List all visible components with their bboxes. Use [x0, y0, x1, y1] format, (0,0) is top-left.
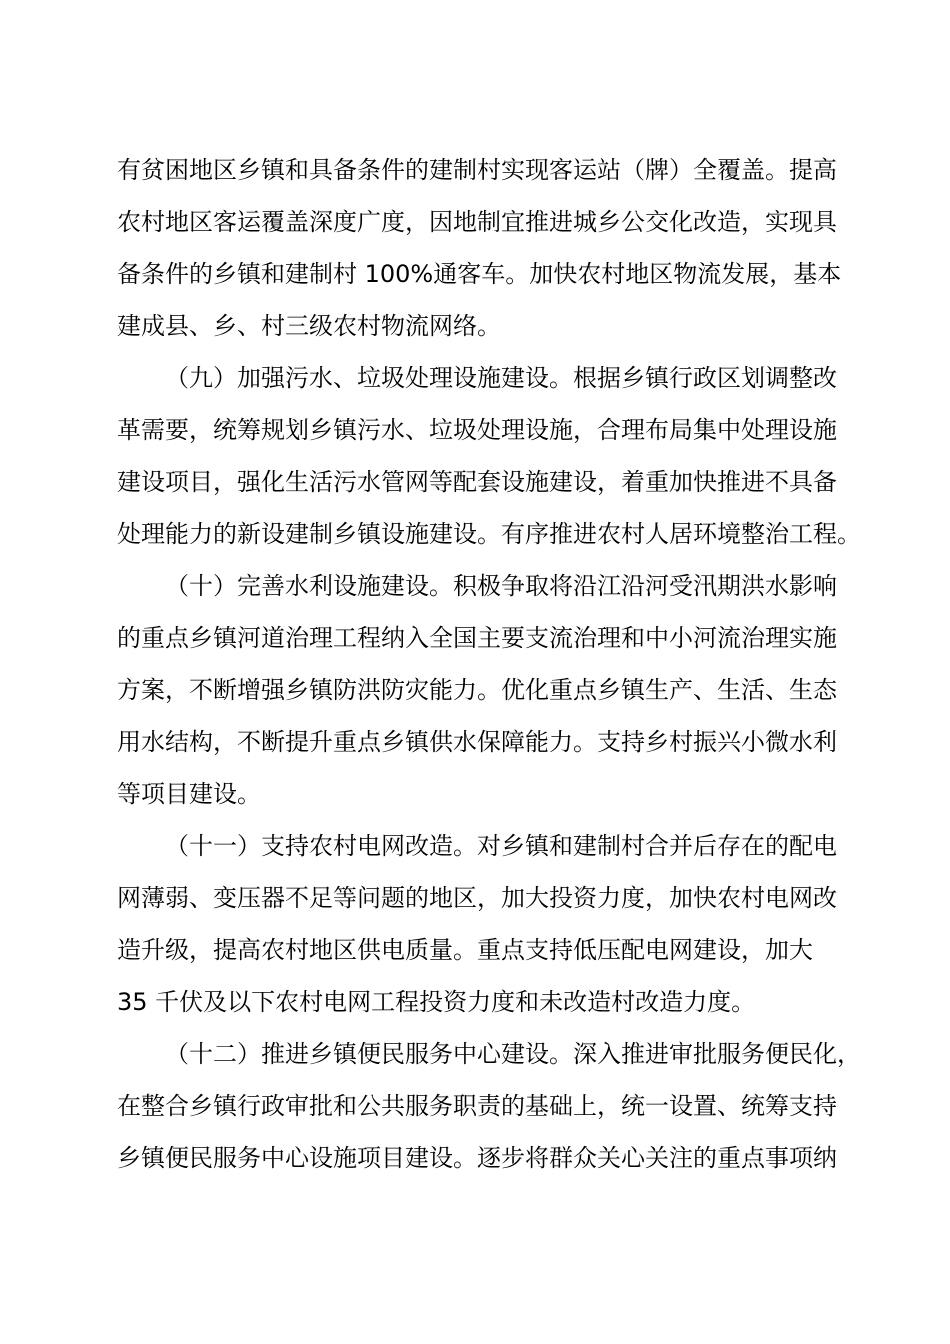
text-line: 建设项目，强化生活污水管网等配套设施建设，着重加快推进不具备 — [117, 468, 837, 496]
text-line: 的重点乡镇河道治理工程纳入全国主要支流治理和中小河流治理实施 — [117, 624, 837, 652]
text-line: （十一）支持农村电网改造。对乡镇和建制村合并后存在的配电 — [165, 832, 837, 860]
text-line: 农村地区客运覆盖深度广度，因地制宜推进城乡公交化改造，实现具 — [117, 208, 837, 236]
text-line: 造升级，提高农村地区供电质量。重点支持低压配电网建设，加大 — [117, 936, 813, 964]
text-line: 用水结构，不断提升重点乡镇供水保障能力。支持乡村振兴小微水利 — [117, 728, 837, 756]
text-line: （九）加强污水、垃圾处理设施建设。根据乡镇行政区划调整改 — [165, 364, 837, 392]
text-line: 网薄弱、变压器不足等问题的地区，加大投资力度，加快农村电网改 — [117, 884, 837, 912]
text-line: 处理能力的新设建制乡镇设施建设。有序推进农村人居环境整治工程。 — [117, 520, 861, 548]
text-line: 建成县、乡、村三级农村物流网络。 — [117, 312, 501, 340]
paragraph-rural-transport — [117, 148, 842, 356]
paragraph-service-center — [117, 1032, 861, 1188]
paragraph-water-conservancy — [117, 564, 837, 824]
text-line: 有贫困地区乡镇和具备条件的建制村实现客运站（牌）全覆盖。提高 — [117, 156, 837, 184]
paragraph-power-grid — [117, 824, 837, 1032]
text-line: 35 千伏及以下农村电网工程投资力度和未改造村改造力度。 — [117, 988, 756, 1016]
text-line: 备条件的乡镇和建制村 100%通客车。加快农村地区物流发展，基本 — [117, 260, 842, 288]
text-line: 革需要，统筹规划乡镇污水、垃圾处理设施，合理布局集中处理设施 — [117, 416, 837, 444]
paragraph-sewage-waste — [117, 356, 861, 564]
text-line: （十）完善水利设施建设。积极争取将沿江沿河受汛期洪水影响 — [165, 572, 837, 600]
body-text — [117, 148, 861, 1188]
text-line: 方案，不断增强乡镇防洪防灾能力。优化重点乡镇生产、生活、生态 — [117, 676, 837, 704]
text-line: 乡镇便民服务中心设施项目建设。逐步将群众关心关注的重点事项纳 — [117, 1144, 837, 1172]
text-line: （十二）推进乡镇便民服务中心建设。深入推进审批服务便民化， — [165, 1040, 861, 1068]
text-line: 在整合乡镇行政审批和公共服务职责的基础上，统一设置、统筹支持 — [117, 1092, 837, 1120]
text-line: 等项目建设。 — [117, 780, 261, 808]
